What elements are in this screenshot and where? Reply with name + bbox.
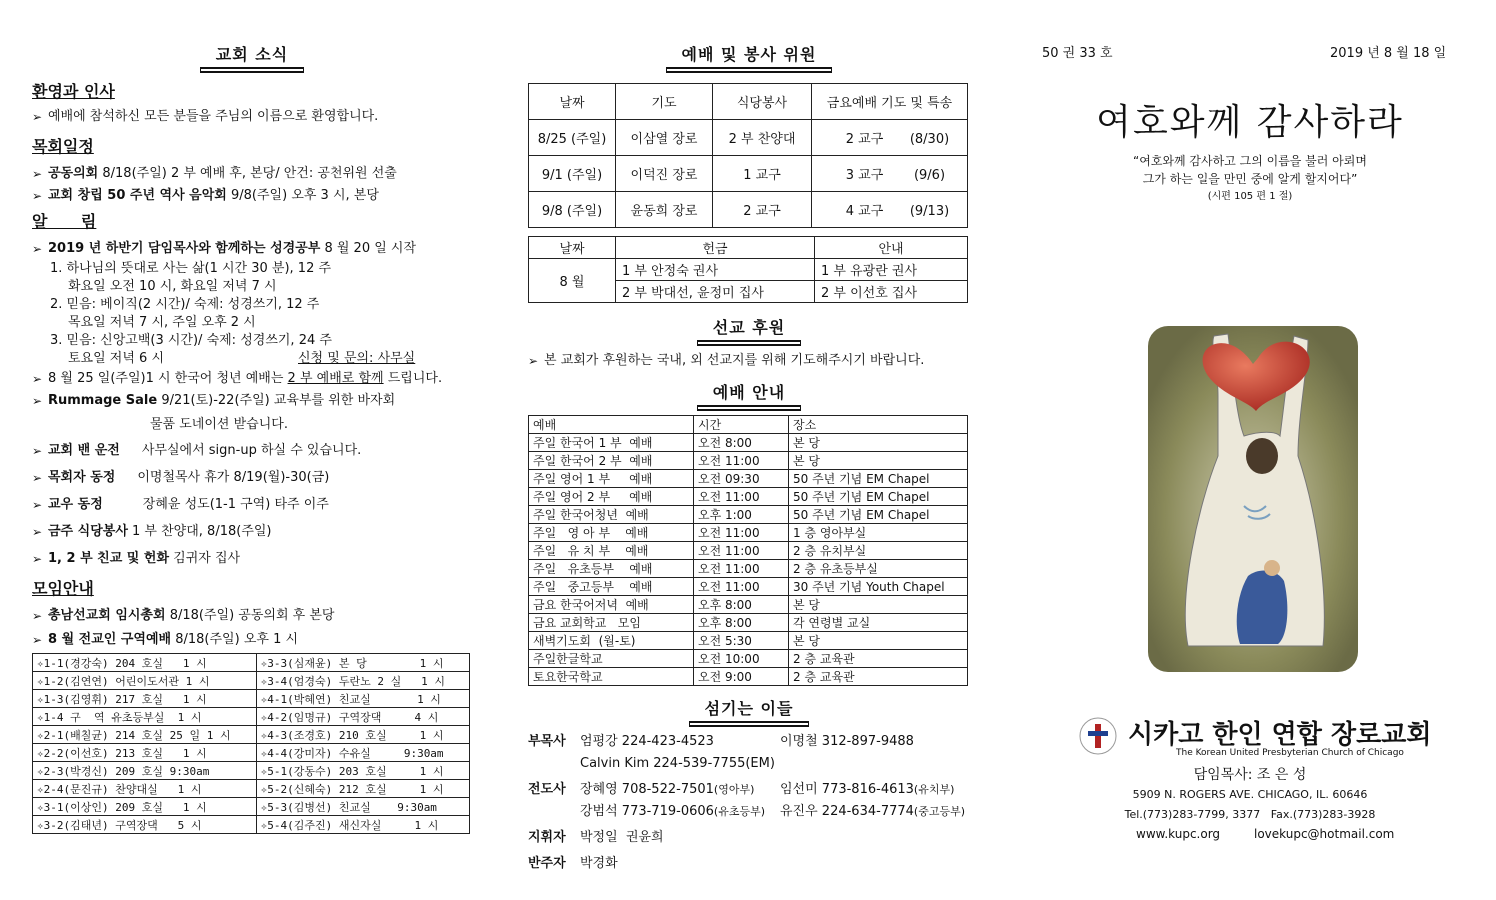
cell-group-row	[33, 816, 470, 834]
accompanist: 박경화	[580, 856, 618, 871]
van-item: ➢ 교회 밴 운전 사무실에서 sign-up 하실 수 있습니다.	[32, 440, 472, 462]
offering-table	[528, 236, 968, 303]
cell-group-entry: ✧1-1(경강숙) 204 호실 1 시	[33, 654, 257, 672]
volume-number: 50 권 33 호	[1042, 46, 1113, 61]
pastoral-item: ➢ 교회 창립 50 주년 역사 음악회 9/8(주일) 오후 3 시, 본당	[32, 185, 472, 207]
offer-month: 8 월	[529, 259, 616, 303]
worship-row	[529, 542, 968, 560]
worship-time: 오전 9:00	[694, 668, 789, 686]
offer-cell: 2 부 박대선, 윤정미 집사	[616, 281, 815, 303]
worship-service: 새벽기도회 (월-토)	[529, 632, 694, 650]
worship-time: 오전 11:00	[694, 452, 789, 470]
worship-service: 주일 한국어 2 부 예배	[529, 452, 694, 470]
duty-cell: 이덕진 장로	[616, 156, 713, 192]
duty-header: 기도	[616, 84, 713, 120]
worship-time: 오전 11:00	[694, 488, 789, 506]
greet-item: ➢ 1, 2 부 친교 및 헌화 김귀자 집사	[32, 548, 472, 570]
cover-illustration	[1148, 306, 1358, 672]
cell-group-entry: ✧3-4(엄경숙) 두란노 2 실 1 시	[256, 672, 469, 690]
worship-service: 주일 영어 2 부 예배	[529, 488, 694, 506]
worship-row	[529, 434, 968, 452]
worship-place: 본 당	[789, 452, 968, 470]
left-column	[32, 42, 472, 834]
cell-group-entry: ✧1-4 구 역 유초등부실 1 시	[33, 708, 257, 726]
middle-column	[528, 42, 970, 875]
bulletin-date: 2019 년 8 월 18 일	[1330, 46, 1447, 61]
head-icon	[1246, 438, 1278, 474]
cell-group-entry: ✧5-3(김병선) 친교실 9:30am	[256, 798, 469, 816]
worship-place: 본 당	[789, 434, 968, 452]
worship-place: 2 층 유치부실	[789, 542, 968, 560]
duty-cell: 이삼열 장로	[616, 120, 713, 156]
worship-service: 주일 유 치 부 예배	[529, 542, 694, 560]
assoc-pastor-label: 부목사	[528, 734, 566, 749]
duty-row	[529, 156, 968, 192]
worship-time: 오전 11:00	[694, 578, 789, 596]
bible-sub-3-time: 토요일 저녁 6 시 신청 및 문의: 사무실	[68, 351, 416, 366]
church-phone: Tel.(773)283-7799, 3377 Fax.(773)283-3928	[1124, 808, 1376, 821]
worship-row	[529, 650, 968, 668]
worship-row	[529, 614, 968, 632]
bible-study-item: ➢ 2019 년 하반기 담임목사와 함께하는 성경공부 8 월 20 일 시작	[32, 238, 472, 260]
worship-header: 장소	[789, 416, 968, 434]
cell-group-row	[33, 654, 470, 672]
church-name: 시카고 한인 연합 장로교회	[1128, 720, 1432, 750]
senior-pastor: 담임목사: 조 은 성	[1193, 767, 1307, 783]
worship-time: 오전 11:00	[694, 560, 789, 578]
verse-line-2: 그가 하는 일을 만민 중에 알게 할지어다”	[1142, 172, 1358, 186]
cell-group-entry: ✧2-1(배칠균) 214 호실 25 일 1 시	[33, 726, 257, 744]
accompanist-label: 반주자	[528, 856, 566, 871]
evangelist: 강범석 773-719-0606(유초등부)	[580, 804, 765, 819]
worship-header: 시간	[694, 416, 789, 434]
mission-title: 선교 후원	[697, 315, 801, 342]
duty-row	[529, 192, 968, 228]
pastor-news-item: ➢ 목회자 동정 이명철목사 휴가 8/19(월)-30(금)	[32, 467, 472, 489]
worship-row	[529, 578, 968, 596]
evangelist-label: 전도사	[528, 782, 566, 797]
cell-group-row	[33, 726, 470, 744]
welcome-heading: 환영과 인사	[32, 82, 115, 101]
member-news-item: ➢ 교우 동정 장혜윤 성도(1-1 구역) 타주 이주	[32, 494, 472, 516]
worship-time: 오전 11:00	[694, 542, 789, 560]
worship-place: 30 주년 기념 Youth Chapel	[789, 578, 968, 596]
worship-service: 주일 유초등부 예배	[529, 560, 694, 578]
mission-text: ➢ 본 교회가 후원하는 국내, 외 선교지를 위해 기도해주시기 바랍니다.	[528, 350, 970, 372]
worship-service: 주일한글학교	[529, 650, 694, 668]
church-name-english: The Korean United Presbyterian Church of Chicago	[1176, 748, 1404, 758]
bible-sub-1: 1. 하나님의 뜻대로 사는 삶(1 시간 30 분), 12 주	[50, 261, 332, 276]
rummage-item: ➢ Rummage Sale 9/21(토)-22(주일) 교육부를 위한 바자회	[32, 390, 472, 412]
worship-duty-title: 예배 및 봉사 위원	[666, 42, 833, 69]
bible-sub-2-time: 목요일 저녁 7 시, 주일 오후 2 시	[68, 315, 256, 330]
welcome-text: ➢ 예배에 참석하신 모든 분들을 주님의 이름으로 환영합니다.	[32, 106, 472, 128]
cell-group-entry: ✧4-1(박혜연) 친교실 1 시	[256, 690, 469, 708]
cell-group-entry: ✧3-2(김태년) 구역장댁 5 시	[33, 816, 257, 834]
duty-cell: 8/25 (주일)	[529, 120, 616, 156]
bible-sub-2: 2. 믿음: 베이직(2 시간)/ 숙제: 성경쓰기, 12 주	[50, 297, 320, 312]
cell-group-entry: ✧5-2(신혜숙) 212 호실 1 시	[256, 780, 469, 798]
cell-group-entry: ✧3-3(심재윤) 본 당 1 시	[256, 654, 469, 672]
worship-row	[529, 506, 968, 524]
assoc-pastor: Calvin Kim 224-539-7755(EM)	[580, 756, 775, 771]
cell-group-table	[32, 653, 470, 834]
worship-time: 오전 10:00	[694, 650, 789, 668]
conductor: 박정일 권윤희	[580, 830, 664, 845]
assoc-pastor: 이명철 312-897-9488	[780, 734, 914, 749]
worship-place: 50 주년 기념 EM Chapel	[789, 506, 968, 524]
worship-place: 2 층 유초등부실	[789, 560, 968, 578]
duty-cell-friday: 2 교구 (8/30)	[812, 120, 968, 156]
church-logo-icon	[1078, 716, 1118, 756]
cell-group-row	[33, 744, 470, 762]
staff-title: 섬기는 이들	[689, 696, 810, 723]
church-website[interactable]: www.kupc.org	[1136, 827, 1221, 841]
duty-header: 금요예배 기도 및 특송	[812, 84, 968, 120]
duty-cell-friday: 4 교구 (9/13)	[812, 192, 968, 228]
offer-cell: 1 부 유광란 권사	[815, 259, 968, 281]
duty-cell: 9/8 (주일)	[529, 192, 616, 228]
worship-time: 오후 1:00	[694, 506, 789, 524]
church-address: 5909 N. ROGERS AVE. CHICAGO, IL. 60646	[1132, 788, 1368, 801]
worship-service: 금요 한국어저녁 예배	[529, 596, 694, 614]
cell-group-entry: ✧2-4(문진규) 찬양대실 1 시	[33, 780, 257, 798]
rummage-line2: 물품 도네이션 받습니다.	[150, 417, 288, 432]
duty-row	[529, 120, 968, 156]
meal-item: ➢ 금주 식당봉사 1 부 찬양대, 8/18(주일)	[32, 521, 472, 543]
worship-service: 토요한국학교	[529, 668, 694, 686]
duty-table	[528, 83, 968, 228]
main-title: 여호와께 감사하라	[1096, 102, 1404, 143]
assoc-pastor: 엄평강 224-423-4523	[580, 734, 714, 749]
kneeling-head-icon	[1264, 560, 1280, 576]
cell-group-entry: ✧2-2(이선호) 213 호실 1 시	[33, 744, 257, 762]
duty-cell: 윤동희 장로	[616, 192, 713, 228]
worship-header: 예배	[529, 416, 694, 434]
worship-row	[529, 560, 968, 578]
meeting-item: ➢ 8 월 전교인 구역예배 8/18(주일) 오후 1 시	[32, 629, 472, 651]
duty-cell: 9/1 (주일)	[529, 156, 616, 192]
duty-cell: 2 부 찬양대	[713, 120, 812, 156]
worship-place: 2 층 교육관	[789, 668, 968, 686]
offer-cell: 2 부 이선호 집사	[815, 281, 968, 303]
cell-group-row	[33, 672, 470, 690]
cell-group-entry: ✧4-4(강미자) 수유실 9:30am	[256, 744, 469, 762]
meeting-item: ➢ 총남선교회 임시총회 8/18(주일) 공동의회 후 본당	[32, 605, 472, 627]
worship-place: 50 주년 기념 EM Chapel	[789, 488, 968, 506]
worship-place: 본 당	[789, 632, 968, 650]
worship-place: 2 층 교육관	[789, 650, 968, 668]
offer-header: 헌금	[616, 237, 815, 259]
evangelist: 유진우 224-634-7774(중고등부)	[780, 804, 965, 819]
apply-contact: 신청 및 문의: 사무실	[298, 351, 416, 366]
cell-group-entry: ✧4-2(임명규) 구역장댁 4 시	[256, 708, 469, 726]
worship-time: 오후 8:00	[694, 614, 789, 632]
evangelist: 장혜영 708-522-7501(영아부)	[580, 782, 755, 797]
staff-list	[528, 731, 970, 875]
offer-header: 안내	[815, 237, 968, 259]
worship-service: 금요 교회학교 모임	[529, 614, 694, 632]
worship-time: 오전 5:30	[694, 632, 789, 650]
worship-row	[529, 488, 968, 506]
worship-time: 오전 09:30	[694, 470, 789, 488]
meeting-heading: 모임안내	[32, 579, 94, 598]
worship-place: 각 연령별 교실	[789, 614, 968, 632]
cell-group-row	[33, 708, 470, 726]
bible-sub-3: 3. 믿음: 신앙고백(3 시간)/ 숙제: 성경쓰기, 24 주	[50, 333, 332, 348]
worship-service: 주일 한국어 1 부 예배	[529, 434, 694, 452]
youth-notice: ➢ 8 월 25 일(주일)1 시 한국어 청년 예배는 2 부 예배로 함께 드립니다.	[32, 368, 472, 390]
cell-group-entry: ✧5-4(김주진) 새신자실 1 시	[256, 816, 469, 834]
worship-time: 오전 11:00	[694, 524, 789, 542]
cell-group-entry: ✧3-1(이상인) 209 호실 1 시	[33, 798, 257, 816]
worship-row	[529, 452, 968, 470]
duty-cell: 2 교구	[713, 192, 812, 228]
worship-service: 주일 영 아 부 예배	[529, 524, 694, 542]
cell-group-row	[33, 762, 470, 780]
offer-cell: 1 부 안정숙 권사	[616, 259, 815, 281]
worship-place: 본 당	[789, 596, 968, 614]
conductor-label: 지휘자	[528, 830, 566, 845]
cell-group-entry: ✧2-3(박경신) 209 호실 9:30am	[33, 762, 257, 780]
worship-service: 주일 영어 1 부 예배	[529, 470, 694, 488]
cell-group-entry: ✧4-3(조경호) 210 호실 1 시	[256, 726, 469, 744]
notice-heading: 알 림	[32, 212, 97, 231]
worship-row	[529, 668, 968, 686]
worship-guide-title: 예배 안내	[697, 380, 801, 407]
bible-sub-1-time: 화요일 오전 10 시, 화요일 저녁 7 시	[68, 279, 277, 294]
cell-group-row	[33, 780, 470, 798]
worship-time: 오전 8:00	[694, 434, 789, 452]
worship-row	[529, 470, 968, 488]
worship-service: 주일 한국어청년 예배	[529, 506, 694, 524]
duty-cell-friday: 3 교구 (9/6)	[812, 156, 968, 192]
worship-service: 주일 중고등부 예배	[529, 578, 694, 596]
worship-row	[529, 524, 968, 542]
duty-cell: 1 교구	[713, 156, 812, 192]
duty-header: 식당봉사	[713, 84, 812, 120]
pastoral-heading: 목회일정	[32, 137, 94, 156]
worship-place: 50 주년 기념 EM Chapel	[789, 470, 968, 488]
offer-header: 날짜	[529, 237, 616, 259]
evangelist: 임선미 773-816-4613(유치부)	[780, 782, 955, 797]
worship-time: 오후 8:00	[694, 596, 789, 614]
verse-reference: (시편 105 편 1 절)	[1207, 191, 1293, 202]
worship-row	[529, 632, 968, 650]
church-email[interactable]: lovekupc@hotmail.com	[1254, 827, 1395, 841]
verse-line-1: “여호와께 감사하고 그의 이름을 불러 아뢰며	[1133, 154, 1367, 168]
cell-group-row	[33, 798, 470, 816]
worship-place: 1 층 영아부실	[789, 524, 968, 542]
cell-group-entry: ✧5-1(강동수) 203 호실 1 시	[256, 762, 469, 780]
worship-row	[529, 596, 968, 614]
worship-table	[528, 415, 968, 686]
cell-group-row	[33, 690, 470, 708]
pastoral-item: ➢ 공동의회 8/18(주일) 2 부 예배 후, 본당/ 안건: 공천위원 선출	[32, 163, 472, 185]
cell-group-entry: ✧1-3(김영휘) 217 호실 1 시	[33, 690, 257, 708]
duty-header: 날짜	[529, 84, 616, 120]
cell-group-entry: ✧1-2(김연연) 어린이도서관 1 시	[33, 672, 257, 690]
church-news-title: 교회 소식	[200, 42, 304, 69]
